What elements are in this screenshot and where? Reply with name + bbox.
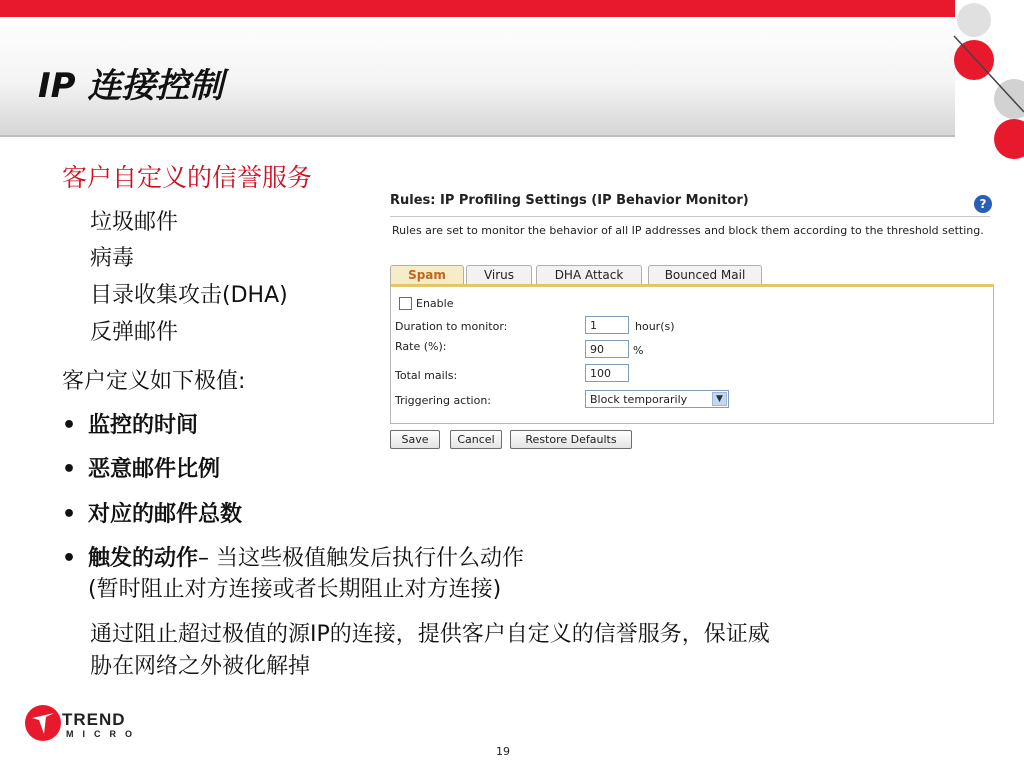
save-button[interactable]: Save <box>390 430 440 449</box>
dialog-description: Rules are set to monitor the behavior of all IP addresses and block them according to the threshold setting. <box>392 224 984 237</box>
rate-input[interactable]: 90 <box>585 340 629 358</box>
ip-profiling-dialog <box>386 188 998 460</box>
triggering-action-label: Triggering action: <box>395 394 492 407</box>
slide-title: IP 连接控制 <box>38 66 224 106</box>
bullet-text: 恶意邮件比例 <box>88 457 221 482</box>
sub-item-dha: 目录收集攻击(DHA) <box>90 283 288 308</box>
summary-line-2: 胁在网络之外被化解掉 <box>90 654 311 679</box>
tab-virus[interactable]: Virus <box>466 265 532 284</box>
sub-item-virus: 病毒 <box>90 246 135 271</box>
top-accent-bar <box>0 0 955 17</box>
dialog-divider <box>390 216 990 217</box>
logo-subwordmark: MICRO <box>66 729 141 739</box>
cancel-button[interactable]: Cancel <box>450 430 502 449</box>
decorative-circles <box>940 0 1024 160</box>
help-icon[interactable]: ? <box>974 195 992 213</box>
bullet-description: – 当这些极值触发后执行什么动作 <box>198 546 525 571</box>
total-mails-input[interactable]: 100 <box>585 364 629 382</box>
threshold-intro: 客户定义如下极值: <box>62 369 246 394</box>
chevron-down-icon: ▼ <box>712 392 727 406</box>
rate-unit: % <box>633 344 644 357</box>
rate-label: Rate (%): <box>395 340 447 353</box>
tab-bar <box>390 265 994 285</box>
section-heading: 客户自定义的信誉服务 <box>62 163 313 192</box>
tab-bounced-mail[interactable]: Bounced Mail <box>648 265 762 284</box>
bullet-text: 触发的动作 <box>88 546 199 571</box>
duration-input[interactable]: 1 <box>585 316 629 334</box>
bullet-rate: • 恶意邮件比例 <box>62 457 221 482</box>
dialog-title: Rules: IP Profiling Settings (IP Behavior Monitor) <box>390 193 749 208</box>
spam-settings-panel <box>390 284 994 424</box>
page-number: 19 <box>496 745 510 758</box>
tab-spam[interactable]: Spam <box>390 265 464 286</box>
summary-line-1: 通过阻止超过极值的源IP的连接，提供客户自定义的信誉服务，保证威 <box>90 622 770 647</box>
triggering-action-select[interactable] <box>585 390 729 408</box>
title-divider <box>0 135 955 137</box>
duration-label: Duration to monitor: <box>395 320 508 333</box>
enable-checkbox[interactable] <box>399 297 412 310</box>
tab-dha-attack[interactable]: DHA Attack <box>536 265 642 284</box>
duration-unit: hour(s) <box>635 320 675 333</box>
sub-item-bounced: 反弹邮件 <box>90 320 179 345</box>
restore-defaults-button[interactable]: Restore Defaults <box>510 430 632 449</box>
bullet-action: • 触发的动作– 当这些极值触发后执行什么动作 <box>62 546 525 571</box>
sub-item-spam: 垃圾邮件 <box>90 210 179 235</box>
bullet-duration: • 监控的时间 <box>62 413 199 438</box>
bullet-text: 监控的时间 <box>88 413 199 438</box>
bullet-total: • 对应的邮件总数 <box>62 502 243 527</box>
total-mails-label: Total mails: <box>395 369 458 382</box>
bullet-text: 对应的邮件总数 <box>88 502 243 527</box>
enable-label: Enable <box>416 297 454 310</box>
trend-micro-logo-icon <box>24 704 62 742</box>
logo-wordmark: TREND <box>62 710 126 729</box>
selected-action: Block temporarily <box>590 393 688 406</box>
bullet-action-detail: (暂时阻止对方连接或者长期阻止对方连接) <box>88 577 502 602</box>
